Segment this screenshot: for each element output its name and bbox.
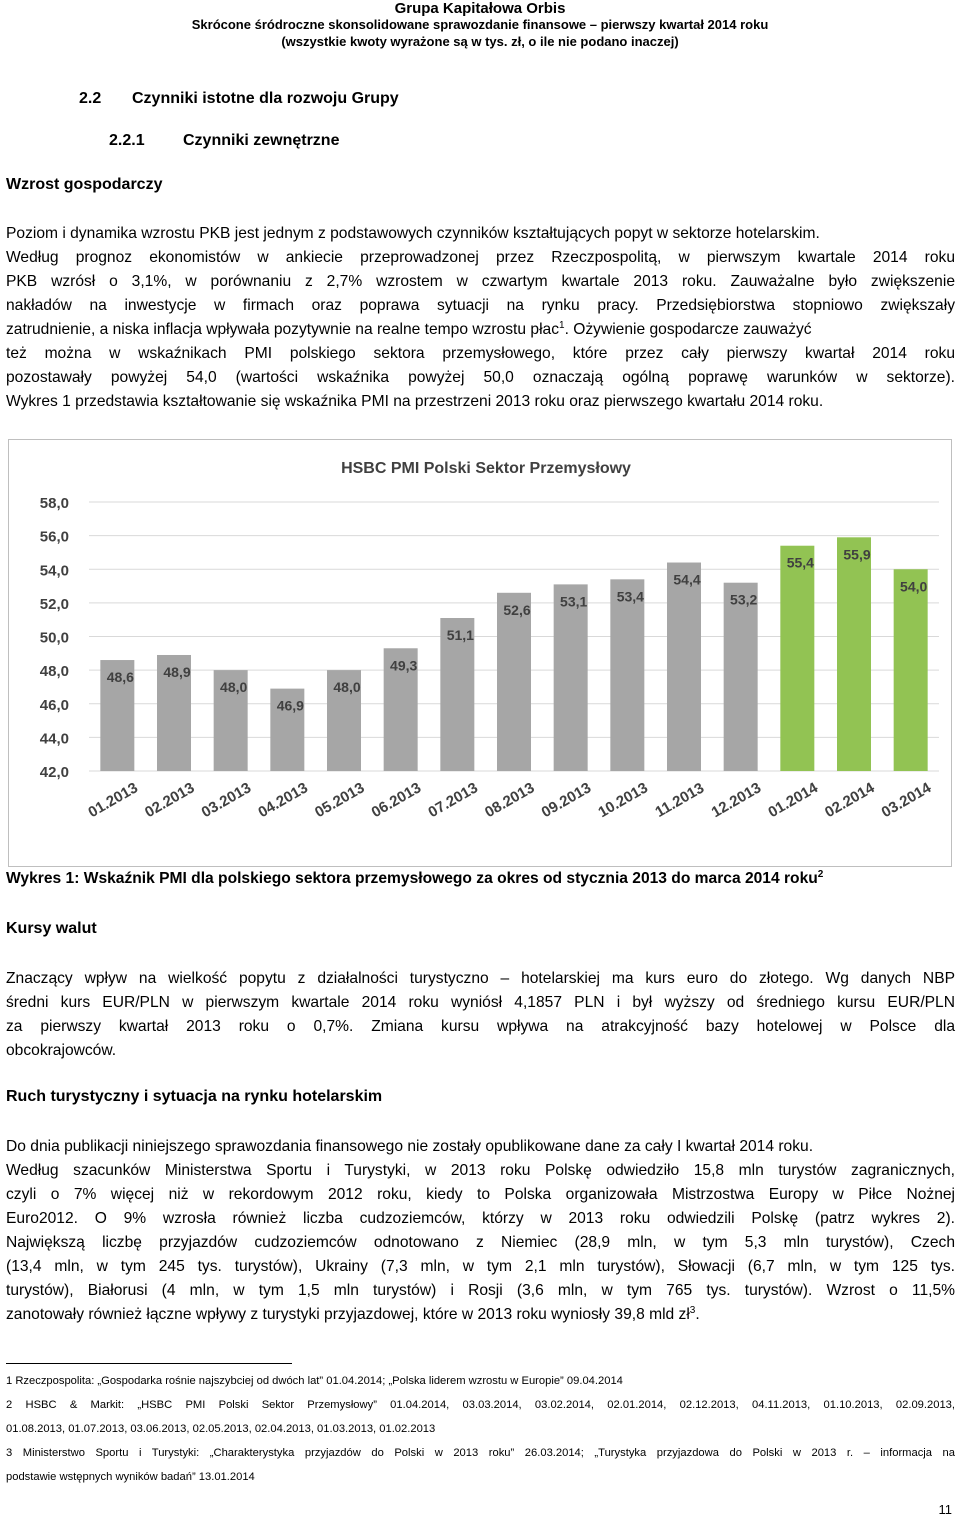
bar-value-label: 53,2 (730, 591, 758, 608)
x-tick-label: 12.2013 (708, 779, 765, 822)
paragraph-line: turystów), Białorusi (4 mln, w tym 1,5 mln turystów) i Rosji (3,6 mln, w tym 765 tys. turystów). Wzrost o 11,5% (6, 1282, 955, 1299)
chart-bar (497, 593, 531, 771)
header-amounts-note: (wszystkie kwoty wyrażone są w tys. zł, o ile nie podano inaczej) (281, 34, 679, 49)
chart-caption (6, 870, 823, 888)
pmi-chart-svg (9, 440, 953, 868)
bar-value-label: 54,0 (900, 578, 928, 595)
paragraph-line: Wykres 1 przedstawia kształtowanie się wskaźnika PMI na przestrzeni 2013 roku oraz pierwszego kwartału 2014 roku. (6, 393, 824, 410)
y-tick-label: 46,0 (39, 696, 69, 714)
footnotes (6, 1369, 955, 1489)
bar-value-label: 55,4 (786, 554, 814, 571)
topic-heading-fx: Kursy walut (6, 920, 97, 937)
x-tick-label: 01.2014 (765, 779, 821, 822)
section-title: Czynniki istotne dla rozwoju Grupy (132, 90, 399, 107)
footnote-line: 2 HSBC & Markit: „HSBC PMI Polski Sektor Przemysłowy” 01.04.2014, 03.03.2014, 03.02.2014, 02.01.2014, 02.12.2013, 04.11.2013, 01.10.2013, 02.09.2013, (6, 1399, 955, 1411)
chart-bar (667, 563, 701, 771)
y-tick-label: 48,0 (39, 663, 69, 681)
subsection-heading (109, 132, 339, 150)
y-tick-label: 44,0 (39, 730, 69, 748)
chart-title: HSBC PMI Polski Sektor Przemysłowy (341, 460, 631, 477)
footnote-line: 01.08.2013, 01.07.2013, 03.06.2013, 02.05.2013, 02.04.2013, 01.03.2013, 01.02.2013 (6, 1423, 436, 1435)
x-tick-label: 11.2013 (652, 779, 708, 821)
section-heading (79, 90, 399, 108)
bar-value-label: 55,9 (843, 546, 871, 563)
x-tick-label: 04.2013 (255, 779, 311, 822)
footnote-ref[interactable]: 2 (817, 869, 824, 880)
paragraph-line: Do dnia publikacji niniejszego sprawozdania finansowego nie zostały opublikowane dane za cały I kwartał 2014 roku. (6, 1138, 814, 1155)
pmi-chart (8, 439, 952, 867)
paragraph-line: Według prognoz ekonomistów w ankiecie przeprowadzonej przez Rzeczpospolitą, w pierwszym kwartale 2014 roku (6, 249, 955, 266)
bar-value-label: 48,0 (333, 679, 361, 696)
chart-bar (610, 579, 644, 771)
header-report-title: Skrócone śródroczne skonsolidowane sprawozdanie finansowe – pierwszy kwartał 2014 roku (191, 17, 769, 32)
topic-heading-growth: Wzrost gospodarczy (6, 176, 163, 193)
paragraph-line: czyli o 7% więcej niż w rekordowym 2012 roku, kiedy to Polska organizowała Mistrzostwa Europy w Piłce Nożnej (6, 1186, 955, 1203)
footnote-ref[interactable]: 3 (689, 1305, 696, 1316)
footnote-line: 1 Rzeczpospolita: „Gospodarka rośnie najszybciej od dwóch lat” 01.04.2014; „Polska liderem wzrostu w Europie” 09.04.2014 (6, 1375, 623, 1387)
x-tick-label: 02.2014 (822, 779, 878, 822)
topic-heading-tourism: Ruch turystyczny i sytuacja na rynku hotelarskim (6, 1088, 383, 1105)
x-tick-label: 02.2013 (142, 779, 198, 822)
paragraph-fx (6, 967, 955, 1063)
x-tick-label: 07.2013 (425, 779, 481, 822)
caption-text: Wykres 1: Wskaźnik PMI dla polskiego sektora przemysłowego za okres od stycznia 2013 do marca 2014 roku (6, 870, 818, 887)
chart-bar (554, 584, 588, 771)
section-number: 2.2 (79, 90, 102, 107)
paragraph-line (6, 318, 955, 342)
footnote-line: podstawie wstępnych wyników badań” 13.01.2014 (6, 1471, 255, 1483)
bar-value-label: 51,1 (446, 627, 474, 644)
paragraph-text: . (695, 1306, 700, 1323)
paragraph-line: Poziom i dynamika wzrostu PKB jest jednym z podstawowych czynników kształtujących popyt w sektorze hotelarskim. (6, 225, 820, 242)
y-tick-label: 54,0 (39, 562, 69, 580)
paragraph-line: pozostawały powyżej 54,0 (wartości wskaźnika powyżej 50,0 oznaczają ogólną poprawę warunków w sektorze). (6, 369, 955, 386)
bar-value-label: 48,9 (163, 663, 191, 680)
x-tick-label: 10.2013 (595, 779, 651, 822)
footnote-divider (6, 1363, 292, 1364)
x-tick-label: 08.2013 (482, 779, 538, 822)
bar-value-label: 53,1 (560, 593, 588, 610)
chart-bar (780, 546, 814, 771)
bar-value-label: 49,3 (390, 657, 418, 674)
x-tick-label: 03.2014 (878, 779, 935, 822)
paragraph-text: zanotowały również łączne wpływy z turystyki przyjazdowej, które w 2013 roku wyniosły 39,8 mld zł (6, 1306, 690, 1323)
y-tick-label: 50,0 (39, 629, 69, 647)
paragraph-tourism (6, 1135, 955, 1327)
footnote-ref[interactable]: 1 (559, 320, 565, 331)
bar-value-label: 46,9 (276, 697, 304, 714)
footnote-line: 3 Ministerstwo Sportu i Turystyki: „Charakterystyka przyjazdów do Polski w 2013 roku” 26.03.2014; „Turystyka przyjazdowa do Polski w 2013 r. – informacja na (6, 1447, 955, 1459)
header-company: Grupa Kapitałowa Orbis (394, 0, 566, 17)
y-tick-label: 52,0 (39, 595, 69, 613)
paragraph-line: też można w wskaźnikach PMI polskiego sektora przemysłowego, które przez cały pierwszy kwartał 2014 roku (6, 345, 955, 362)
paragraph-line: obcokrajowców. (6, 1042, 117, 1059)
x-tick-label: 05.2013 (312, 779, 368, 822)
chart-bar (894, 569, 928, 771)
paragraph-line: średni kurs EUR/PLN w pierwszym kwartale 2014 roku wyniósł 4,1857 PLN i był wyższy od średniego kursu EUR/PLN (6, 994, 955, 1011)
x-tick-label: 01.2013 (85, 779, 141, 822)
paragraph-text: zatrudnienie, a niska inflacja wpływała pozytywnie na realne tempo wzrostu płac (6, 321, 559, 338)
paragraph-line: (13,4 mln, w tym 245 tys. turystów), Ukrainy (7,3 mln, w tym 2,1 mln turystów), Słowacji (6,7 mln, w tym 125 tys. (6, 1258, 955, 1275)
subsection-number: 2.2.1 (109, 132, 145, 149)
paragraph-gdp (6, 222, 955, 414)
y-tick-label: 56,0 (39, 528, 69, 546)
paragraph-line (6, 1303, 955, 1327)
x-tick-label: 03.2013 (198, 779, 255, 822)
bar-value-label: 53,4 (616, 588, 644, 605)
paragraph-line: Według szacunków Ministerstwa Sportu i Turystyki, w 2013 roku Polskę odwiedziło 15,8 mln turystów zagranicznych, (6, 1162, 955, 1179)
paragraph-line: nakładów na inwestycje w firmach oraz poprawa sytuacji na rynku pracy. Przedsiębiorstwa stopniowo zwiększały (6, 297, 955, 314)
page-number: 11 (938, 1502, 952, 1517)
x-tick-label: 06.2013 (368, 779, 425, 822)
bar-value-label: 48,6 (106, 669, 134, 686)
paragraph-line: Znaczący wpływ na wielkość popytu z działalności turystyczno – hotelarskiej ma kurs euro do złotego. Wg danych NBP (6, 970, 955, 987)
bar-value-label: 54,4 (673, 571, 701, 588)
subsection-title: Czynniki zewnętrzne (183, 132, 340, 149)
paragraph-line: Największą liczbę przyjazdów cudzoziemców odnotowano z Niemiec (28,9 mln, w tym 5,3 mln turystów), Czech (6, 1234, 955, 1251)
bar-value-label: 48,0 (220, 679, 248, 696)
x-tick-label: 09.2013 (538, 779, 595, 822)
paragraph-text: . Ożywienie gospodarcze zauważyć (564, 321, 812, 338)
paragraph-line: PKB wzrósł o 3,1%, w porównaniu z 2,7% wzrostem w czwartym kwartale 2013 roku. Zauważalne było zwiększenie (6, 273, 955, 290)
y-tick-label: 42,0 (39, 764, 69, 781)
paragraph-line: za pierwszy kwartał 2013 roku o 0,7%. Zmiana kursu wpływa na atrakcyjność bazy hotelowej w Polsce dla (6, 1018, 955, 1035)
bar-value-label: 52,6 (503, 601, 531, 618)
chart-bar (837, 537, 871, 771)
paragraph-line: Euro2012. O 9% wzrosła również liczba cudzoziemców, którzy w 2013 roku odwiedzili Polskę (patrz wykres 2). (6, 1210, 955, 1227)
chart-bar (724, 583, 758, 771)
y-tick-label: 58,0 (39, 495, 69, 512)
